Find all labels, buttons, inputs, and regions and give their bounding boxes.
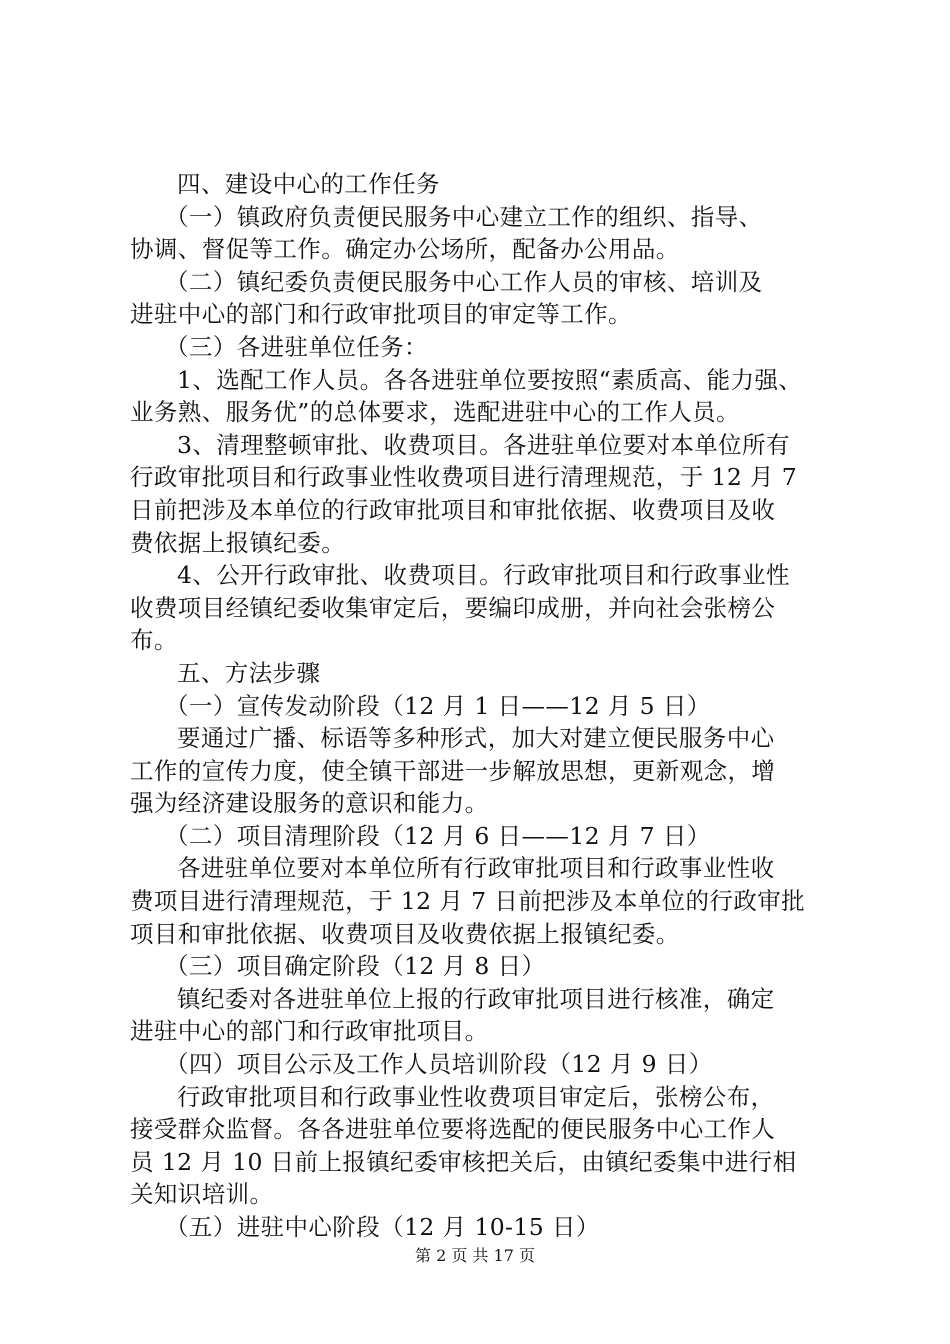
paragraph-line: 费依据上报镇纪委。 [130, 528, 346, 557]
paragraph-line: 接受群众监督。各各进驻单位要将选配的便民服务中心工作人 [130, 1115, 776, 1144]
paragraph-line: 协调、督促等工作。确定办公场所，配备办公用品。 [130, 235, 680, 264]
paragraph-line: 费项目进行清理规范，于 12 月 7 日前把涉及本单位的行政审批 [130, 887, 806, 916]
subsection-heading: （一）宣传发动阶段（12 月 1 日——12 月 5 日） [165, 691, 711, 720]
document-body [130, 168, 835, 1244]
paragraph-line: 员 12 月 10 日前上报镇纪委审核把关后，由镇纪委集中进行相 [130, 1147, 797, 1176]
paragraph-line: 4、公开行政审批、收费项目。行政审批项目和行政事业性 [177, 561, 790, 590]
paragraph-line: 行政审批项目和行政事业性收费项目进行清理规范，于 12 月 7 [130, 463, 798, 492]
paragraph-line: 行政审批项目和行政事业性收费项目审定后，张榜公布， [177, 1082, 775, 1111]
section-heading: 五、方法步骤 [177, 658, 321, 687]
paragraph-line: 要通过广播、标语等多种形式，加大对建立便民服务中心 [177, 724, 775, 753]
paragraph-line: 布。 [130, 626, 178, 655]
subsection-heading: （四）项目公示及工作人员培训阶段（12 月 9 日） [165, 1050, 713, 1079]
paragraph-line: 进驻中心的部门和行政审批项目。 [130, 1017, 489, 1046]
subsection-heading: （三）各进驻单位任务： [165, 332, 428, 361]
paragraph-line: 日前把涉及本单位的行政审批项目和审批依据、收费项目及收 [130, 495, 776, 524]
paragraph-line: 强为经济建设服务的意识和能力。 [130, 789, 489, 818]
paragraph-line: 1、选配工作人员。各各进驻单位要按照“素质高、能力强、 [177, 365, 803, 394]
paragraph-line: 收费项目经镇纪委收集审定后，要编印成册，并向社会张榜公 [130, 593, 776, 622]
paragraph-line: 进驻中心的部门和行政审批项目的审定等工作。 [130, 300, 632, 329]
section-heading: 四、建设中心的工作任务 [177, 170, 440, 198]
paragraph-line: 工作的宣传力度，使全镇干部进一步解放思想，更新观念，增 [130, 756, 776, 785]
paragraph-line: 关知识培训。 [130, 1180, 274, 1209]
subsection-heading: （二）项目清理阶段（12 月 6 日——12 月 7 日） [165, 821, 711, 850]
paragraph-line: （二）镇纪委负责便民服务中心工作人员的审核、培训及 [165, 267, 763, 296]
paragraph-line: 项目和审批依据、收费项目及收费依据上报镇纪委。 [130, 919, 680, 948]
subsection-heading: （三）项目确定阶段（12 月 8 日） [165, 952, 546, 981]
paragraph-line: 各进驻单位要对本单位所有行政审批项目和行政事业性收 [177, 854, 775, 883]
page-footer: 第 2 页 共 17 页 [415, 1246, 535, 1265]
paragraph-line: 3、清理整顿审批、收费项目。各进驻单位要对本单位所有 [177, 430, 790, 459]
paragraph-line: （一）镇政府负责便民服务中心建立工作的组织、指导、 [165, 202, 763, 231]
paragraph-line: 业务熟、服务优”的总体要求，选配进驻中心的工作人员。 [130, 398, 740, 427]
paragraph-line: 镇纪委对各进驻单位上报的行政审批项目进行核准，确定 [177, 984, 775, 1013]
subsection-heading: （五）进驻中心阶段（12 月 10-15 日） [165, 1213, 600, 1241]
